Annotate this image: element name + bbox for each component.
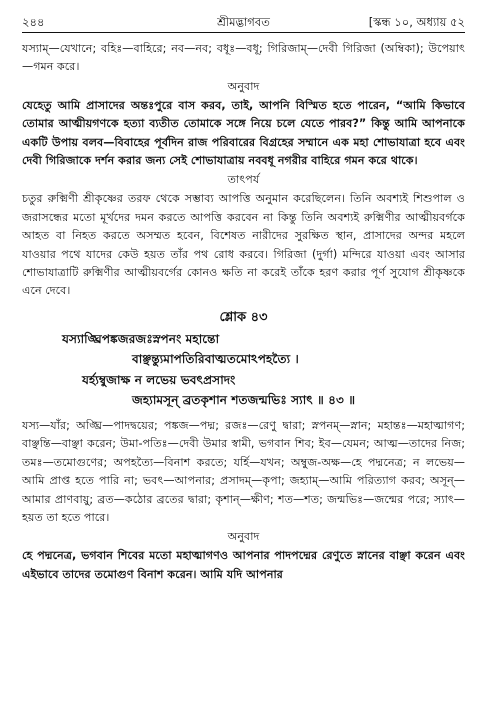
purport-heading: তাৎপর্য (227, 173, 260, 187)
verse-line-2: বাঞ্ছন্ত্যুমাপতিরিবাত্মতমোঽপহত্যৈ । (132, 352, 299, 367)
book-title: শ্রীমদ্ভাগবত (217, 15, 270, 29)
chapter-reference: [স্কন্ধ ১০, অধ্যায় ৫২ (368, 15, 465, 29)
purport-text: চতুর রুক্মিণী শ্রীকৃষ্ণের তরফ থেকে সম্ভাব্য আপত্তি অনুমান করেছিলেন। তিনি অবশ্যই শিশুপাল ও জরাসন্ধের মতো মূর্খদের দমন করতে আপত্তি করবেন না কিন্তু তিনি অবশ্যই রুক্মিণীর আত্মীয়বর্গকে আহত বা নিহত করতে অসম্মত হবেন, বিশেষত নারীদের সুরক্ষিত স্থান, প্রাসাদের অন্দর মহলে যাওয়ার পথে যাদের কেউ হয়ত তাঁর পথ রোধ করবে। গিরিজা (দুর্গা) মন্দিরে যাওয়া এবং আসার শোভাযাত্রাটি রুক্মিণীর আত্মীয়বর্গের কোনও ক্ষতি না করেই তাঁকে হরণ করার পূর্ণ সুযোগ শ্রীকৃষ্ণকে এনে দেবে। (22, 192, 465, 298)
verse-line-3: যর্হ্যম্বুজাক্ষ ন লভেয় ভবৎপ্রসাদং (82, 372, 236, 387)
translation-text-2: হে পদ্মনেত্র, ভগবান শিবের মতো মহাত্মাগণও আপনার পাদপদ্মের রেণুতে স্নানের বাঞ্ছা করেন এবং এইভাবে তাদের তমোগুণ বিনাশ করেন। আমি যদি আপনার (22, 549, 465, 581)
page-body (22, 40, 465, 584)
verse-line-4: জহ্যামসূন্ ব্রতকৃশান শতজন্মভিঃ স্যাৎ ॥ ৪৩ ॥ (132, 393, 356, 408)
verse-line-1: যস্যাঙ্ঘ্রিপঙ্কজরজঃস্নপনং মহান্তো (62, 331, 220, 346)
translation-heading: অনুবাদ (227, 79, 260, 93)
verse-synonyms: যস্য—যাঁর; অঙ্ঘ্রি—পাদদ্বয়ের; পঙ্কজ—পদ্ম; রজঃ—রেণু দ্বারা; স্নপনম্—স্নান; মহান্তঃ—মহাত্মাগণ; বাঞ্ছন্তি—বাঞ্ছা করেন; উমা-পতিঃ—দেবী উমার স্বামী, ভগবান শিব; ইব—যেমন; আত্ম—তাদের নিজ; তমঃ—তমোগুণের; অপহত্যৈ—বিনাশ করতে; যর্হি—যখন; অম্বুজ-অক্ষ—হে পদ্মনেত্র; ন লভেয়—আমি প্রাপ্ত হতে পারি না; ভবৎ—আপনার; প্রসাদম্—কৃপা; জহ্যাম্—আমি পরিত্যাগ করব; অসূন্—আমার প্রাণবায়ু; ব্রত—কঠোর ব্রতের দ্বারা; কৃশান্—ক্ষীণ; শত—শত; জন্মভিঃ—জন্মের পরে; স্যাৎ—হয়ত তা হতে পারে। (22, 418, 465, 524)
verse-title: শ্লোক ৪৩ (219, 309, 268, 325)
translation-heading-2: অনুবাদ (227, 530, 260, 544)
header-rule (22, 32, 465, 33)
page-header (22, 14, 465, 34)
translation-text: যেহেতু আমি প্রাসাদের অন্তঃপুরে বাস করব, তাই, আপনি বিস্মিত হতে পারেন, “আমি কিভাবে তোমার আত্মীয়গণকে হত্যা ব্যতীত তোমাকে সঙ্গে নিয়ে চলে যেতে পারব?” কিন্তু আমি আপনাকে একটি উপায় বলব—বিবাহের পূর্বদিন রাজ পরিবারের বিগ্রহের সম্মানে এক মহা শোভাযাত্রা হবে এবং দেবী গিরিজাকে দর্শন করার জন্য সেই শোভাযাত্রায় নববধূ নগরীর বাহিরে গমন করে থাকে। (22, 98, 465, 168)
top-synonyms: যস্যাম্—যেখানে; বহিঃ—বাহিরে; নব—নব; বধূঃ—বধূ; গিরিজাম্—দেবী গিরিজা (অম্বিকা); উপেয়াৎ—গমন করে। (22, 42, 465, 74)
page-number: ২৪৪ (22, 15, 45, 29)
